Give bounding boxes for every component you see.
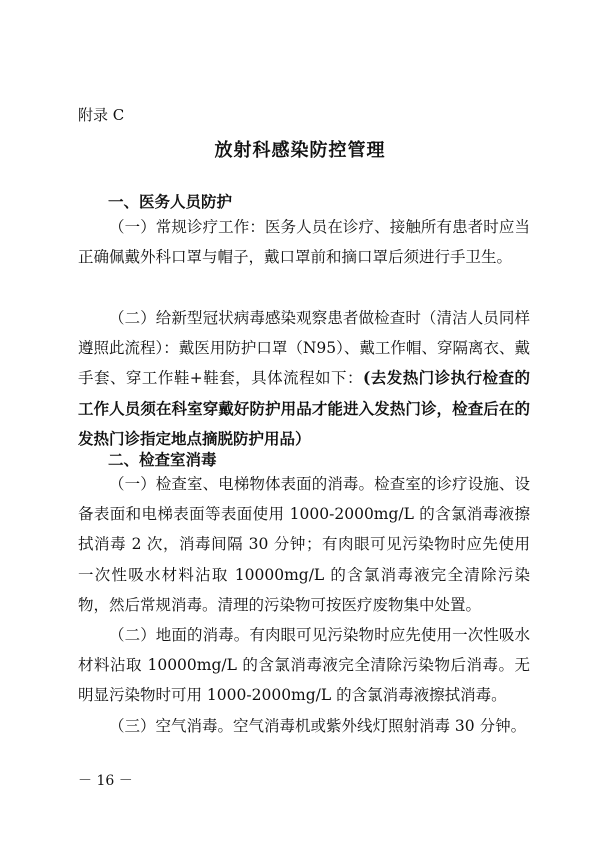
paragraph-1-2-text: （二）给新型冠状病毒感染观察患者做检查时（清洁人员同样遵照此流程）：戴医用防护口罩（N95）、戴工作帽、穿隔离衣、戴手套、穿工作鞋+鞋套，具体流程如下： — [78, 309, 530, 388]
paragraph-1-1: （一）常规诊疗工作：医务人员在诊疗、接触所有患者时应当正确佩戴外科口罩与帽子，戴口罩前和摘口罩后须进行手卫生。 — [78, 218, 530, 267]
section-heading-2: 二、检查室消毒 — [108, 450, 217, 469]
paragraph-1-2-bold-note: (去发热门诊执行检查的工作人员须在科室穿戴好防护用品才能进入发热门诊，检查后在的发热门诊指定地点摘脱防护用品） — [78, 368, 530, 448]
page-title: 放射科感染防控管理 — [214, 140, 386, 161]
paragraph-2-2: （二）地面的消毒。有肉眼可见污染物时应先使用一次性吸水材料沾取 10000mg/L 的含氯消毒液完全清除污染物后消毒。无明显污染物时可用 1000-2000mg/L 的含氯消毒液擦拭消毒。 — [78, 626, 530, 705]
section-heading-1: 一、医务人员防护 — [108, 192, 233, 211]
page-number: － 16 － — [78, 773, 133, 789]
paragraph-1-2 — [78, 303, 530, 454]
paragraph-2-3: （三）空气消毒。空气消毒机或紫外线灯照射消毒 30 分钟。 — [109, 717, 527, 735]
appendix-label: 附录 C — [78, 106, 125, 124]
paragraph-2-1: （一）检查室、电梯物体表面的消毒。检查室的诊疗设施、设备表面和电梯表面等表面使用 1000-2000mg/L 的含氯消毒液擦拭消毒 2 次，消毒间隔 30 分钟；有肉眼可见污染物时应先使用一次性吸水材料沾取 10000mg/L 的含氯消毒液完全清除污染物，然后常规消毒。清理的污染物可按医疗废物集中处置。 — [78, 475, 530, 614]
